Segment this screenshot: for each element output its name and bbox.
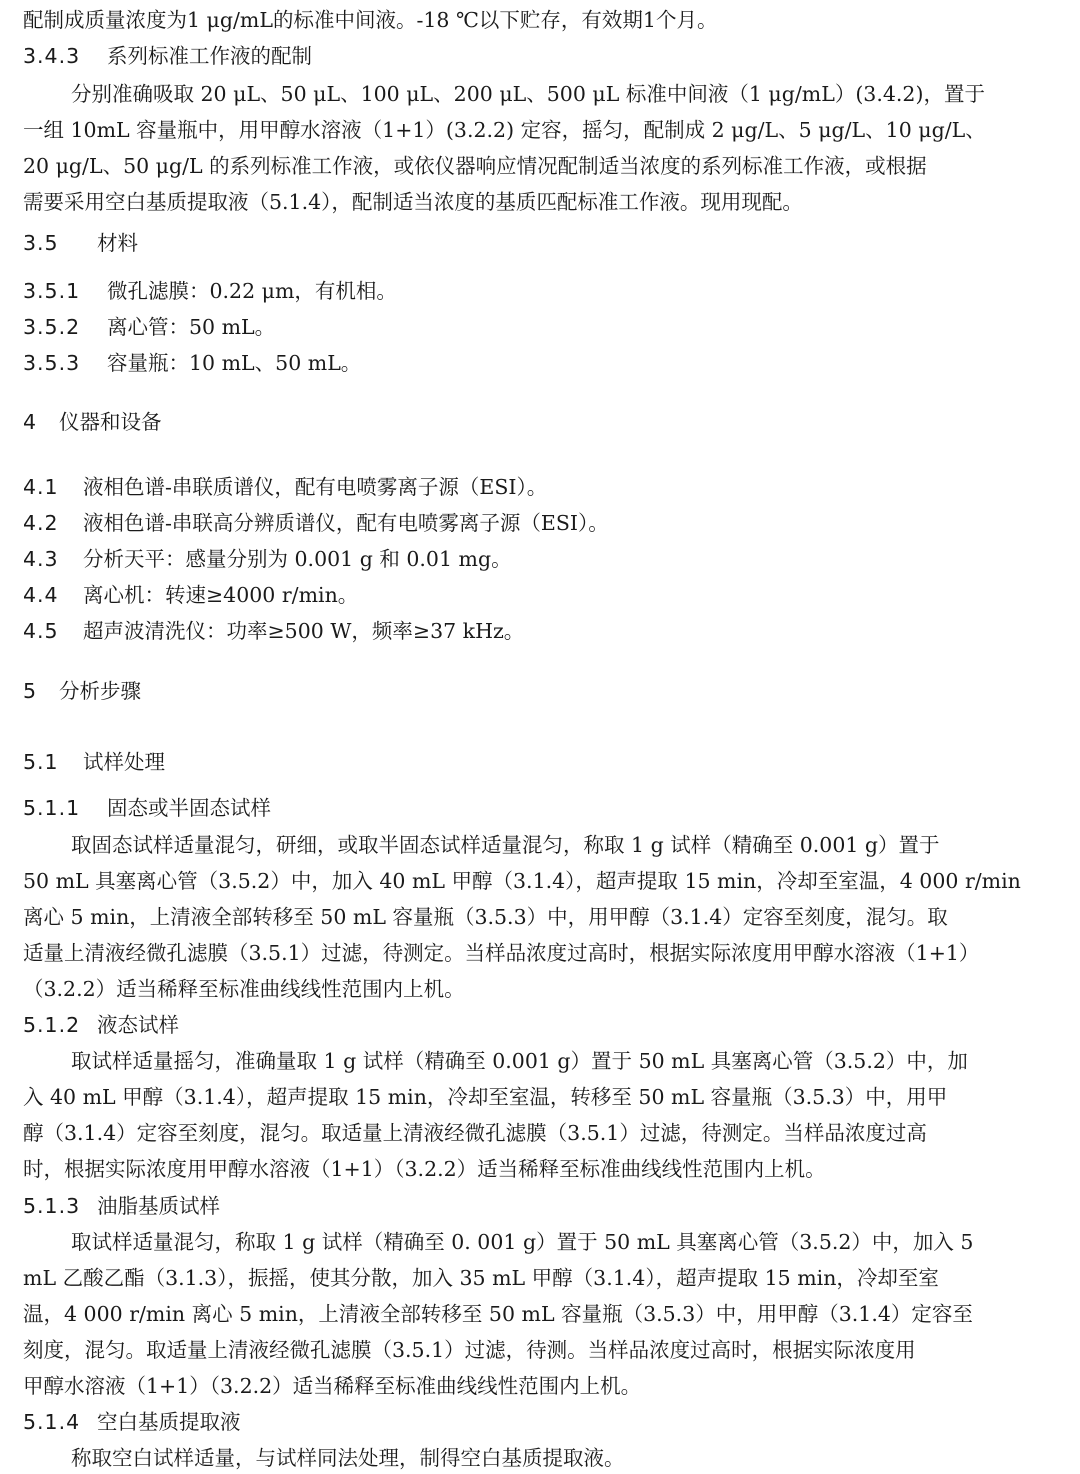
section-number: 4 [23, 410, 38, 434]
item-number: 4.3 [23, 547, 59, 571]
item-number: 3.5.1 [23, 279, 81, 303]
list-item-4-4 [23, 581, 358, 609]
item-text: 微孔滤膜：0.22 μm，有机相。 [107, 279, 397, 303]
paragraph-line: 刻度，混匀。取适量上清液经微孔滤膜（3.5.1）过滤，待测。当样品浓度过高时，根据实际浓度用 [23, 1338, 916, 1362]
paragraph-line: 甲醇水溶液（1+1）（3.2.2）适当稀释至标准曲线线性范围内上机。 [23, 1374, 642, 1398]
item-text: 超声波清洗仪：功率≥500 W，频率≥37 kHz。 [83, 619, 525, 643]
paragraph-line: 醇（3.1.4）定容至刻度，混匀。取适量上清液经微孔滤膜（3.5.1）过滤，待测定。当样品浓度过高 [23, 1121, 927, 1145]
section-number: 5 [23, 679, 38, 703]
section-number: 5.1.3 [23, 1194, 81, 1218]
paragraph-line: 入 40 mL 甲醇（3.1.4），超声提取 15 min，冷却至室温，转移至 50 mL 容量瓶（3.5.3）中，用甲 [23, 1085, 948, 1109]
section-title: 材料 [97, 231, 138, 255]
heading-3-4-3 [23, 42, 312, 70]
section-title: 空白基质提取液 [97, 1410, 241, 1434]
item-number: 3.5.2 [23, 315, 81, 339]
heading-5-1-2 [23, 1011, 179, 1039]
heading-3-5 [23, 229, 138, 257]
paragraph-line: 需要采用空白基质提取液（5.1.4），配制适当浓度的基质匹配标准工作液。现用现配。 [23, 190, 803, 214]
item-text: 分析天平：感量分别为 0.001 g 和 0.01 mg。 [83, 547, 512, 571]
item-number: 3.5.3 [23, 351, 81, 375]
heading-5 [23, 677, 141, 705]
section-title: 仪器和设备 [59, 410, 162, 434]
list-item-4-1 [23, 473, 547, 501]
heading-5-1-1 [23, 794, 271, 822]
paragraph-line: 称取空白试样适量，与试样同法处理，制得空白基质提取液。 [71, 1446, 625, 1470]
heading-5-1 [23, 748, 165, 776]
text-line: 配制成质量浓度为1 μg/mL的标准中间液。-18 ℃以下贮存，有效期1个月。 [23, 8, 718, 32]
section-number: 3.5 [23, 231, 59, 255]
item-number: 4.5 [23, 619, 59, 643]
item-text: 液相色谱-串联高分辨质谱仪，配有电喷雾离子源（ESI）。 [83, 511, 609, 535]
paragraph-line: 温，4 000 r/min 离心 5 min，上清液全部转移至 50 mL 容量瓶（3.5.3）中，用甲醇（3.1.4）定容至 [23, 1302, 973, 1326]
item-number: 4.1 [23, 475, 59, 499]
section-title: 油脂基质试样 [97, 1194, 220, 1218]
paragraph-line: 50 mL 具塞离心管（3.5.2）中，加入 40 mL 甲醇（3.1.4），超声提取 15 min，冷却至室温，4 000 r/min [23, 869, 1021, 893]
item-text: 容量瓶：10 mL、50 mL。 [107, 351, 362, 375]
paragraph-line: （3.2.2）适当稀释至标准曲线线性范围内上机。 [23, 977, 465, 1001]
paragraph-line: 适量上清液经微孔滤膜（3.5.1）过滤，待测定。当样品浓度过高时，根据实际浓度用甲醇水溶液（1+1） [23, 941, 980, 965]
list-item-4-5 [23, 617, 524, 645]
list-item-3-5-3 [23, 349, 361, 377]
section-title: 分析步骤 [59, 679, 141, 703]
item-number: 4.2 [23, 511, 59, 535]
paragraph-line: 时，根据实际浓度用甲醇水溶液（1+1）（3.2.2）适当稀释至标准曲线线性范围内上机。 [23, 1157, 826, 1181]
paragraph-line: 取试样适量混匀，称取 1 g 试样（精确至 0. 001 g）置于 50 mL 具塞离心管（3.5.2）中，加入 5 [71, 1230, 974, 1254]
heading-5-1-4 [23, 1408, 241, 1436]
heading-4 [23, 408, 162, 436]
section-title: 液态试样 [97, 1013, 179, 1037]
heading-5-1-3 [23, 1192, 220, 1220]
list-item-3-5-2 [23, 313, 275, 341]
paragraph-line: 取试样适量摇匀，准确量取 1 g 试样（精确至 0.001 g）置于 50 mL 具塞离心管（3.5.2）中，加 [71, 1049, 968, 1073]
paragraph-line: 一组 10mL 容量瓶中，用甲醇水溶液（1+1）(3.2.2) 定容，摇匀，配制成 2 μg/L、5 μg/L、10 μg/L、 [23, 118, 986, 142]
item-text: 离心机：转速≥4000 r/min。 [83, 583, 359, 607]
item-number: 4.4 [23, 583, 59, 607]
paragraph-line: mL 乙酸乙酯（3.1.3），振摇，使其分散，加入 35 mL 甲醇（3.1.4），超声提取 15 min，冷却至室 [23, 1266, 939, 1290]
section-title: 固态或半固态试样 [107, 796, 271, 820]
paragraph-line: 20 μg/L、50 μg/L 的系列标准工作液，或依仪器响应情况配制适当浓度的系列标准工作液，或根据 [23, 154, 927, 178]
item-text: 离心管：50 mL。 [107, 315, 276, 339]
list-item-3-5-1 [23, 277, 397, 305]
section-title: 系列标准工作液的配制 [107, 44, 312, 68]
section-number: 3.4.3 [23, 44, 81, 68]
section-number: 5.1.2 [23, 1013, 81, 1037]
section-number: 5.1.1 [23, 796, 81, 820]
section-title: 试样处理 [83, 750, 165, 774]
section-number: 5.1.4 [23, 1410, 81, 1434]
section-number: 5.1 [23, 750, 59, 774]
list-item-4-3 [23, 545, 512, 573]
paragraph-line: 取固态试样适量混匀，研细，或取半固态试样适量混匀，称取 1 g 试样（精确至 0.001 g）置于 [71, 833, 940, 857]
paragraph-line: 分别准确吸取 20 μL、50 μL、100 μL、200 μL、500 μL 标准中间液（1 μg/mL）(3.4.2)，置于 [71, 82, 985, 106]
list-item-4-2 [23, 509, 609, 537]
paragraph-line: 离心 5 min，上清液全部转移至 50 mL 容量瓶（3.5.3）中，用甲醇（3.1.4）定容至刻度，混匀。取 [23, 905, 948, 929]
item-text: 液相色谱-串联质谱仪，配有电喷雾离子源（ESI）。 [83, 475, 548, 499]
